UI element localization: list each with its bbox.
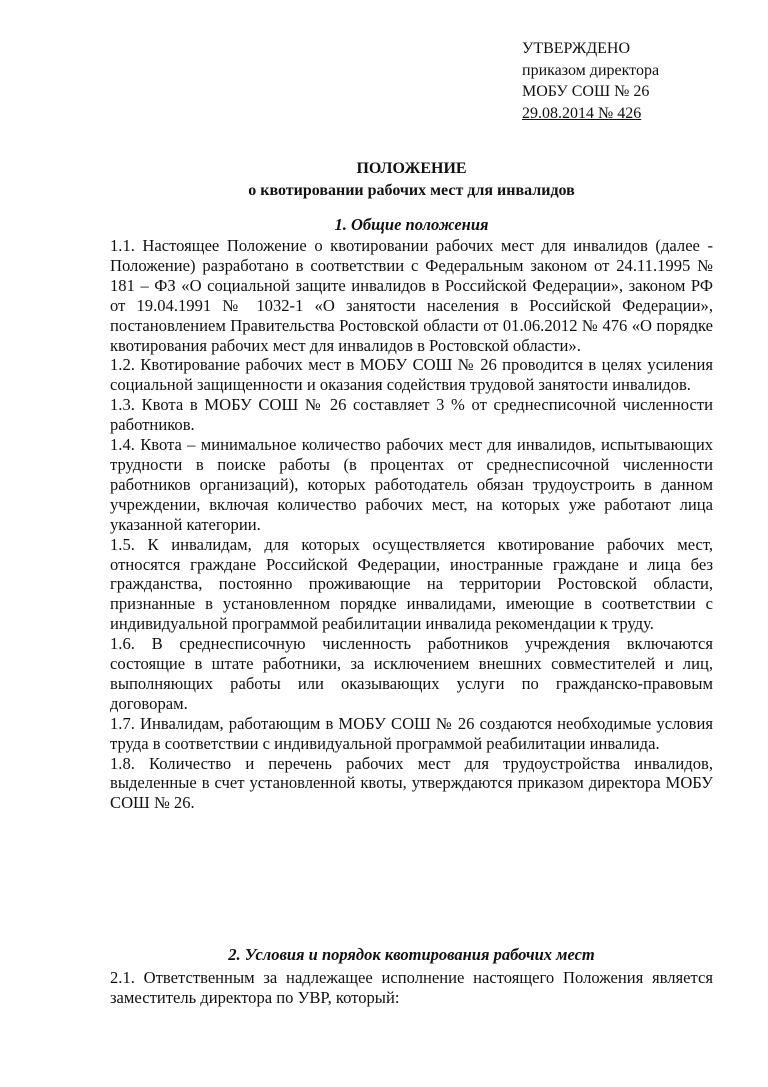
paragraph-1-1: 1.1. Настоящее Положение о квотировании рабочих мест для инвалидов (далее - Положение) разработано в соответствии с Федеральным законом от 24.11.1995 № 181 – ФЗ «О социальной защите инвалидов в Российской Федерации», законом РФ от 19.04.1991 № 1032-1 «О занятости населения в Российской Федерации», постановлением Правительства Ростовской области от 01.06.2012 № 476 «О порядке квотирования рабочих мест для инвалидов в Ростовской области». bbox=[110, 236, 713, 355]
section-1-body bbox=[110, 236, 713, 813]
paragraph-2-1: 2.1. Ответственным за надлежащее исполнение настоящего Положения является заместитель директора по УВР, который: bbox=[110, 968, 713, 1007]
paragraph-1-5: 1.5. К инвалидам, для которых осуществляется квотирование рабочих мест, относятся граждане Российской Федерации, иностранные граждане и лица без гражданства, постоянно проживающие на территории Ростовской области, признанные в установленном порядке инвалидами, имеющие в соответствии с индивидуальной программой реабилитации инвалида рекомендации к труду. bbox=[110, 534, 713, 634]
approval-line-date-number: 29.08.2014 № 426 bbox=[522, 104, 642, 122]
document-title-block bbox=[110, 158, 713, 202]
paragraph-1-7: 1.7. Инвалидам, работающим в МОБУ СОШ № 26 создаются необходимые условия труда в соответствии с индивидуальной программой реабилитации инвалида. bbox=[110, 713, 713, 753]
paragraph-1-4: 1.4. Квота – минимальное количество рабочих мест для инвалидов, испытывающих трудности в поиске работы (в процентах от среднесписочной численности работников организаций), которых работодатель обязан трудоустроить в данном учреждении, включая количество рабочих мест, на которых уже работают лица указанной категории. bbox=[110, 435, 713, 534]
document-subtitle: о квотировании рабочих мест для инвалидов bbox=[248, 182, 575, 199]
document-title: ПОЛОЖЕНИЕ bbox=[356, 160, 467, 177]
approval-stamp bbox=[522, 38, 742, 124]
section-1-heading: 1. Общие положения bbox=[334, 215, 489, 234]
paragraph-1-6: 1.6. В среднесписочную численность работников учреждения включаются состоящие в штате работники, за исключением внешних совместителей и лиц, выполняющих работы или оказывающих услуги по гражданско-правовым договорам. bbox=[110, 634, 713, 713]
approval-line-school: МОБУ СОШ № 26 bbox=[522, 83, 650, 100]
approval-line-approved: УТВЕРЖДЕНО bbox=[522, 40, 631, 57]
paragraph-1-8: 1.8. Количество и перечень рабочих мест для трудоустройства инвалидов, выделенные в счет установленной квоты, утверждаются приказом директора МОБУ СОШ № 26. bbox=[110, 753, 713, 813]
approval-line-order: приказом директора bbox=[522, 61, 660, 79]
section-2-heading: 2. Условия и порядок квотирования рабочих мест bbox=[228, 945, 595, 964]
section-2-body bbox=[110, 968, 713, 1008]
paragraph-1-2: 1.2. Квотирование рабочих мест в МОБУ СОШ № 26 проводится в целях усиления социальной защищенности и оказания содействия трудовой занятости инвалидов. bbox=[110, 355, 713, 395]
paragraph-1-3: 1.3. Квота в МОБУ СОШ № 26 составляет 3 % от среднесписочной численности работников. bbox=[110, 395, 713, 435]
